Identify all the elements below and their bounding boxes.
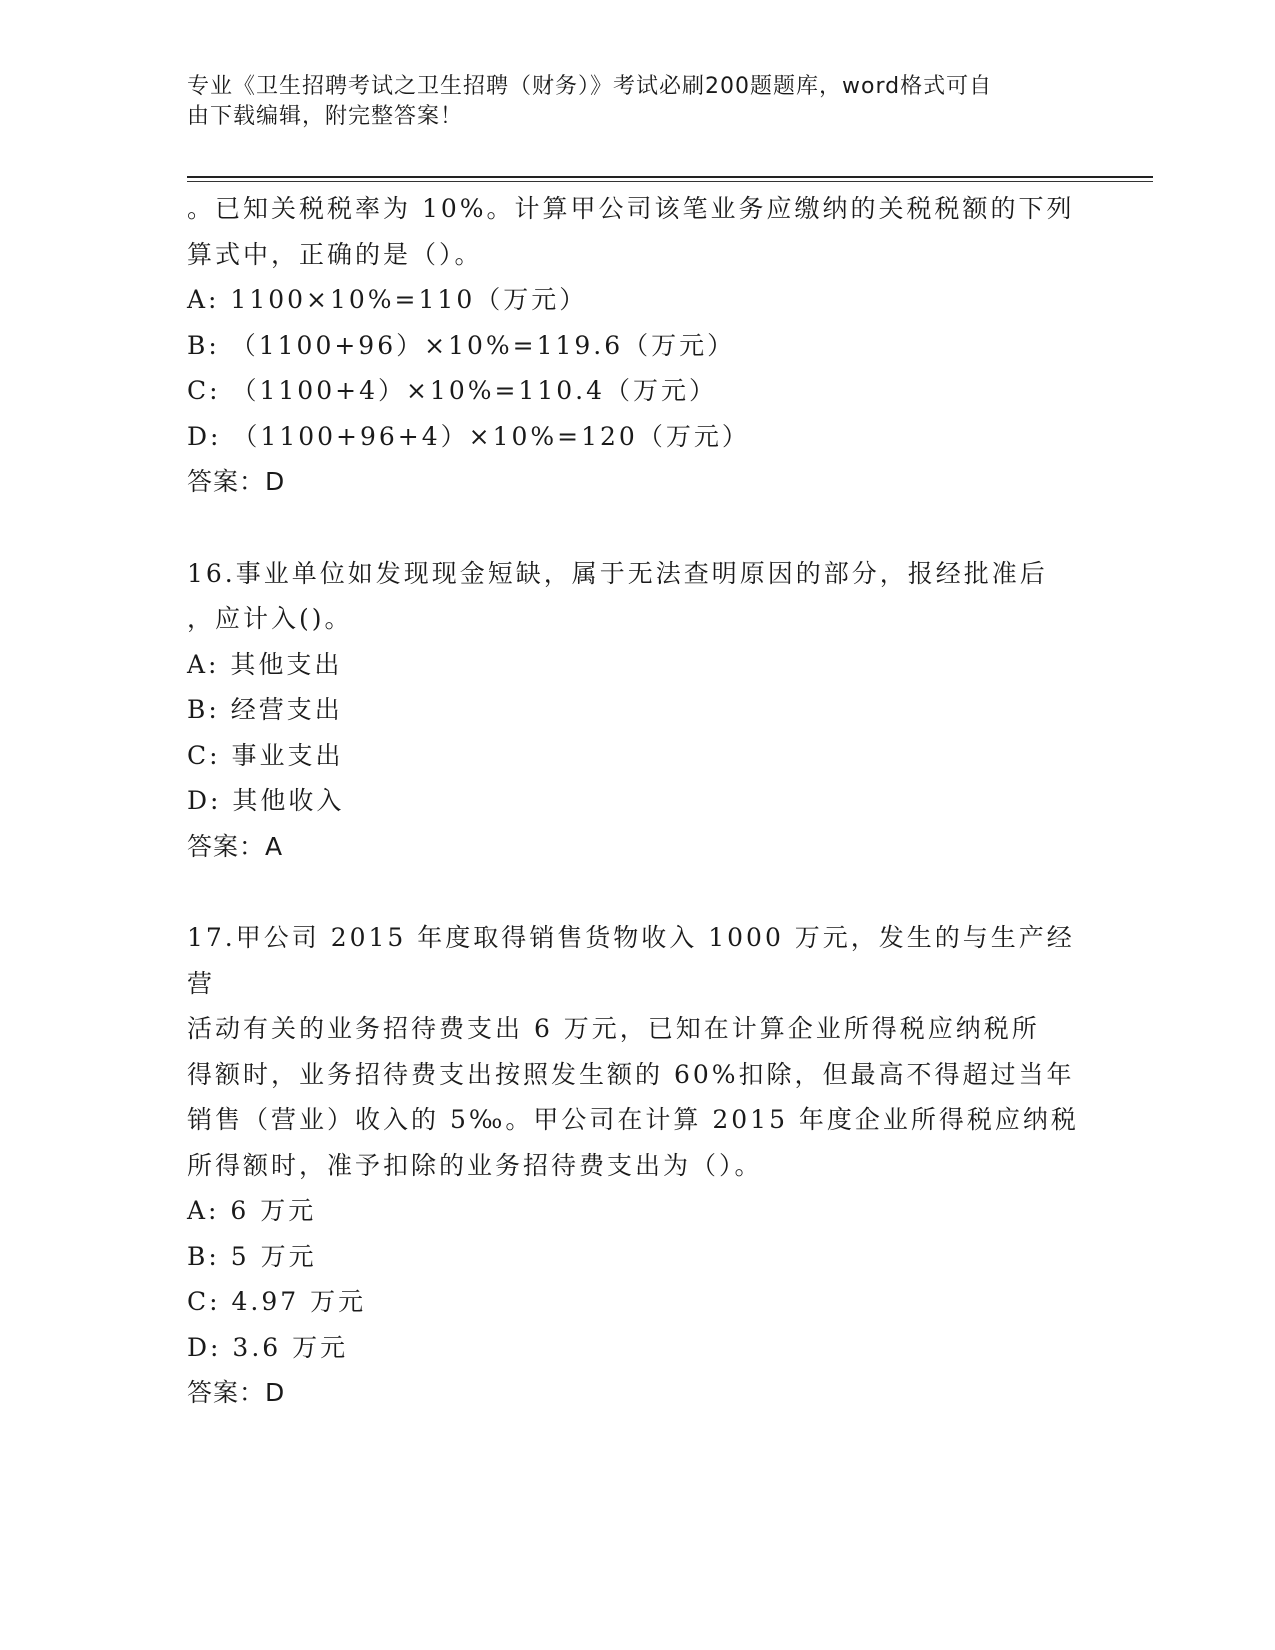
- option-d: D: 其他收入: [187, 786, 345, 815]
- header-divider-thin: [187, 181, 1153, 182]
- header-line-2: 由下载编辑，附完整答案！: [187, 104, 464, 129]
- question-16: [187, 551, 1087, 870]
- option-c: C: （1100+4）×10%=110.4（万元）: [187, 376, 718, 405]
- option-c: C: 事业支出: [187, 740, 344, 770]
- option-a: A: 6 万元: [187, 1196, 317, 1225]
- question-stem-line: 。已知关税税率为 10%。计算甲公司该笔业务应缴纳的关税税额的下列: [187, 194, 1075, 223]
- question-stem-line: 所得额时，准予扣除的业务招待费支出为（）。: [187, 1150, 763, 1180]
- option-b: B: 经营支出: [187, 695, 343, 724]
- option-d: D: 3.6 万元: [187, 1332, 349, 1362]
- question-stem-line: 16.事业单位如发现现金短缺，属于无法查明原因的部分，报经批准后: [187, 558, 1048, 588]
- question-17: [187, 915, 1087, 1416]
- answer-line: 答案：D: [187, 1378, 286, 1407]
- option-d: D: （1100+96+4）×10%=120（万元）: [187, 421, 750, 451]
- option-b: B: （1100+96）×10%=119.6（万元）: [187, 330, 736, 360]
- question-stem-line: 得额时，业务招待费支出按照发生额的 60%扣除，但最高不得超过当年: [187, 1059, 1075, 1089]
- header-line-1: 专业《卫生招聘考试之卫生招聘（财务）》考试必刷200题题库，word格式可自: [187, 74, 993, 99]
- option-a: A: 其他支出: [187, 649, 343, 679]
- spacer: [187, 869, 1087, 915]
- question-list: [187, 186, 1087, 1416]
- question-15: [187, 186, 1087, 505]
- answer-line: 答案：D: [187, 467, 286, 496]
- question-stem-line: ，应计入()。: [187, 604, 353, 633]
- option-c: C: 4.97 万元: [187, 1287, 367, 1316]
- question-stem-line: 算式中，正确的是（）。: [187, 239, 483, 269]
- document-header: [187, 72, 1087, 132]
- spacer: [187, 505, 1087, 551]
- question-stem-line: 活动有关的业务招待费支出 6 万元，已知在计算企业所得税应纳税所: [187, 1014, 1040, 1043]
- question-stem-line: 17.甲公司 2015 年度取得销售货物收入 1000 万元，发生的与生产经营: [187, 923, 1075, 998]
- option-a: A: 1100×10%=110（万元）: [187, 285, 588, 314]
- question-stem-line: 销售（营业）收入的 5‰。甲公司在计算 2015 年度企业所得税应纳税: [187, 1105, 1079, 1134]
- answer-line: 答案：A: [187, 831, 284, 861]
- header-divider-thick: [187, 176, 1153, 178]
- option-b: B: 5 万元: [187, 1241, 317, 1271]
